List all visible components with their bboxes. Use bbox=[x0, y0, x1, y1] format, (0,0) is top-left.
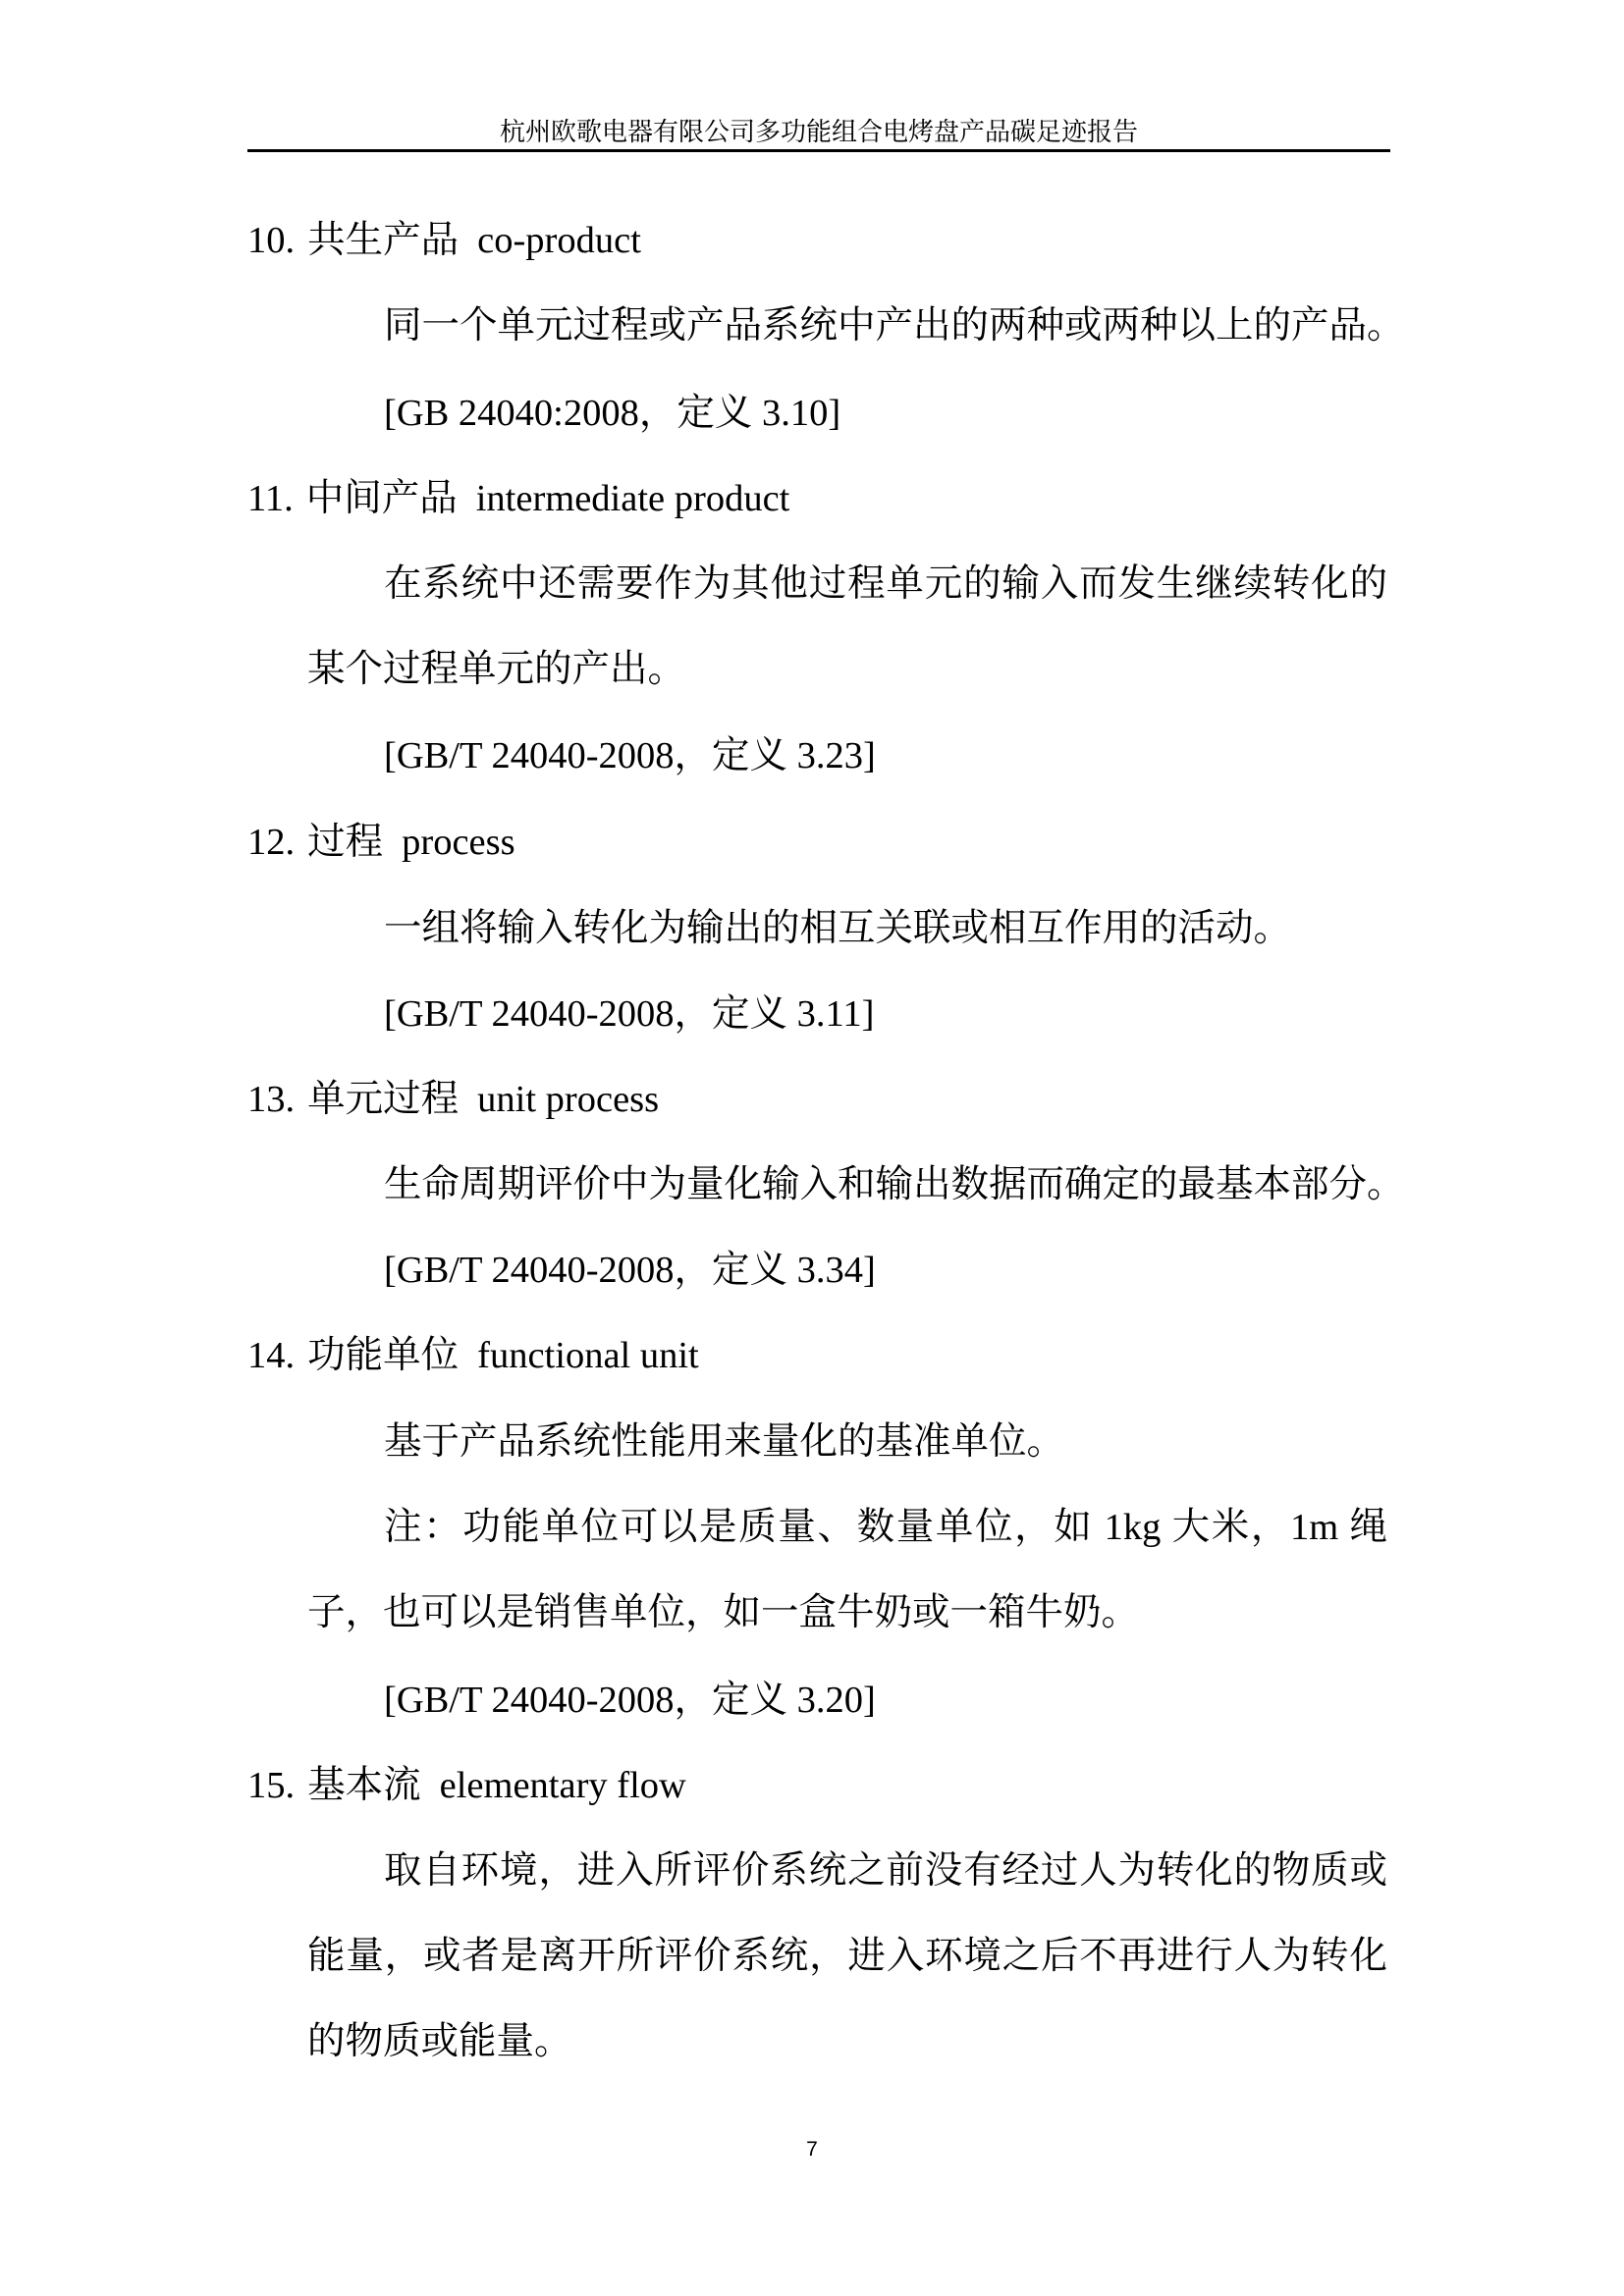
term-chinese-name: 单元过程 bbox=[307, 1079, 460, 1120]
term-number: 11. bbox=[247, 478, 294, 519]
term-13-source: [GB/T 24040-2008，定义 3.34] bbox=[384, 1250, 876, 1291]
term-number: 10. bbox=[247, 220, 296, 261]
term-13-definition-line: 生命周期评价中为量化输入和输出数据而确定的最基本部分。 bbox=[384, 1164, 1405, 1205]
term-english-name: co-product bbox=[477, 220, 641, 261]
term-number: 13. bbox=[247, 1079, 296, 1120]
term-12-definition-line: 一组将输入转化为输出的相互关联或相互作用的活动。 bbox=[384, 908, 1292, 949]
term-number: 14. bbox=[247, 1335, 296, 1376]
term-number: 15. bbox=[247, 1765, 296, 1806]
term-12-heading bbox=[247, 819, 515, 866]
term-11-definition-line: 在系统中还需要作为其他过程单元的输入而发生继续转化的 bbox=[384, 563, 1387, 605]
term-10-source: [GB 24040:2008，定义 3.10] bbox=[384, 393, 841, 434]
term-15-definition-line: 取自环境，进入所评价系统之前没有经过人为转化的物质或 bbox=[384, 1850, 1387, 1892]
term-chinese-name: 中间产品 bbox=[305, 478, 458, 519]
term-15-definition-line: 能量，或者是离开所评价系统，进入环境之后不再进行人为转化 bbox=[307, 1936, 1387, 1977]
term-english-name: process bbox=[402, 822, 515, 863]
term-11-definition-line: 某个过程单元的产出。 bbox=[307, 649, 686, 690]
term-11-heading bbox=[247, 475, 789, 522]
page-number: 7 bbox=[806, 2138, 818, 2161]
header-rule bbox=[247, 149, 1390, 152]
term-14-heading bbox=[247, 1332, 699, 1379]
term-10-heading bbox=[247, 217, 641, 264]
term-english-name: unit process bbox=[477, 1079, 660, 1120]
term-11-source: [GB/T 24040-2008，定义 3.23] bbox=[384, 735, 876, 776]
term-chinese-name: 共生产品 bbox=[307, 220, 460, 261]
term-14-definition-line: 基于产品系统性能用来量化的基准单位。 bbox=[384, 1421, 1065, 1463]
term-chinese-name: 过程 bbox=[307, 822, 384, 863]
term-chinese-name: 功能单位 bbox=[307, 1335, 460, 1376]
term-14-note-line: 子，也可以是销售单位，如一盒牛奶或一箱牛奶。 bbox=[307, 1592, 1140, 1633]
term-chinese-name: 基本流 bbox=[307, 1765, 421, 1806]
term-14-note-line: 注：功能单位可以是质量、数量单位，如 1kg 大米，1m 绳 bbox=[384, 1507, 1387, 1548]
term-14-source: [GB/T 24040-2008，定义 3.20] bbox=[384, 1680, 876, 1721]
term-10-definition-line: 同一个单元过程或产品系统中产出的两种或两种以上的产品。 bbox=[384, 305, 1405, 347]
term-english-name: elementary flow bbox=[439, 1765, 686, 1806]
term-15-heading bbox=[247, 1762, 686, 1809]
term-12-source: [GB/T 24040-2008，定义 3.11] bbox=[384, 993, 875, 1035]
term-english-name: functional unit bbox=[477, 1335, 699, 1376]
term-15-definition-line: 的物质或能量。 bbox=[307, 2021, 572, 2062]
term-number: 12. bbox=[247, 822, 296, 863]
term-english-name: intermediate product bbox=[475, 478, 790, 519]
term-13-heading bbox=[247, 1076, 659, 1123]
running-header-title: 杭州欧歌电器有限公司多功能组合电烤盘产品碳足迹报告 bbox=[499, 118, 1138, 146]
